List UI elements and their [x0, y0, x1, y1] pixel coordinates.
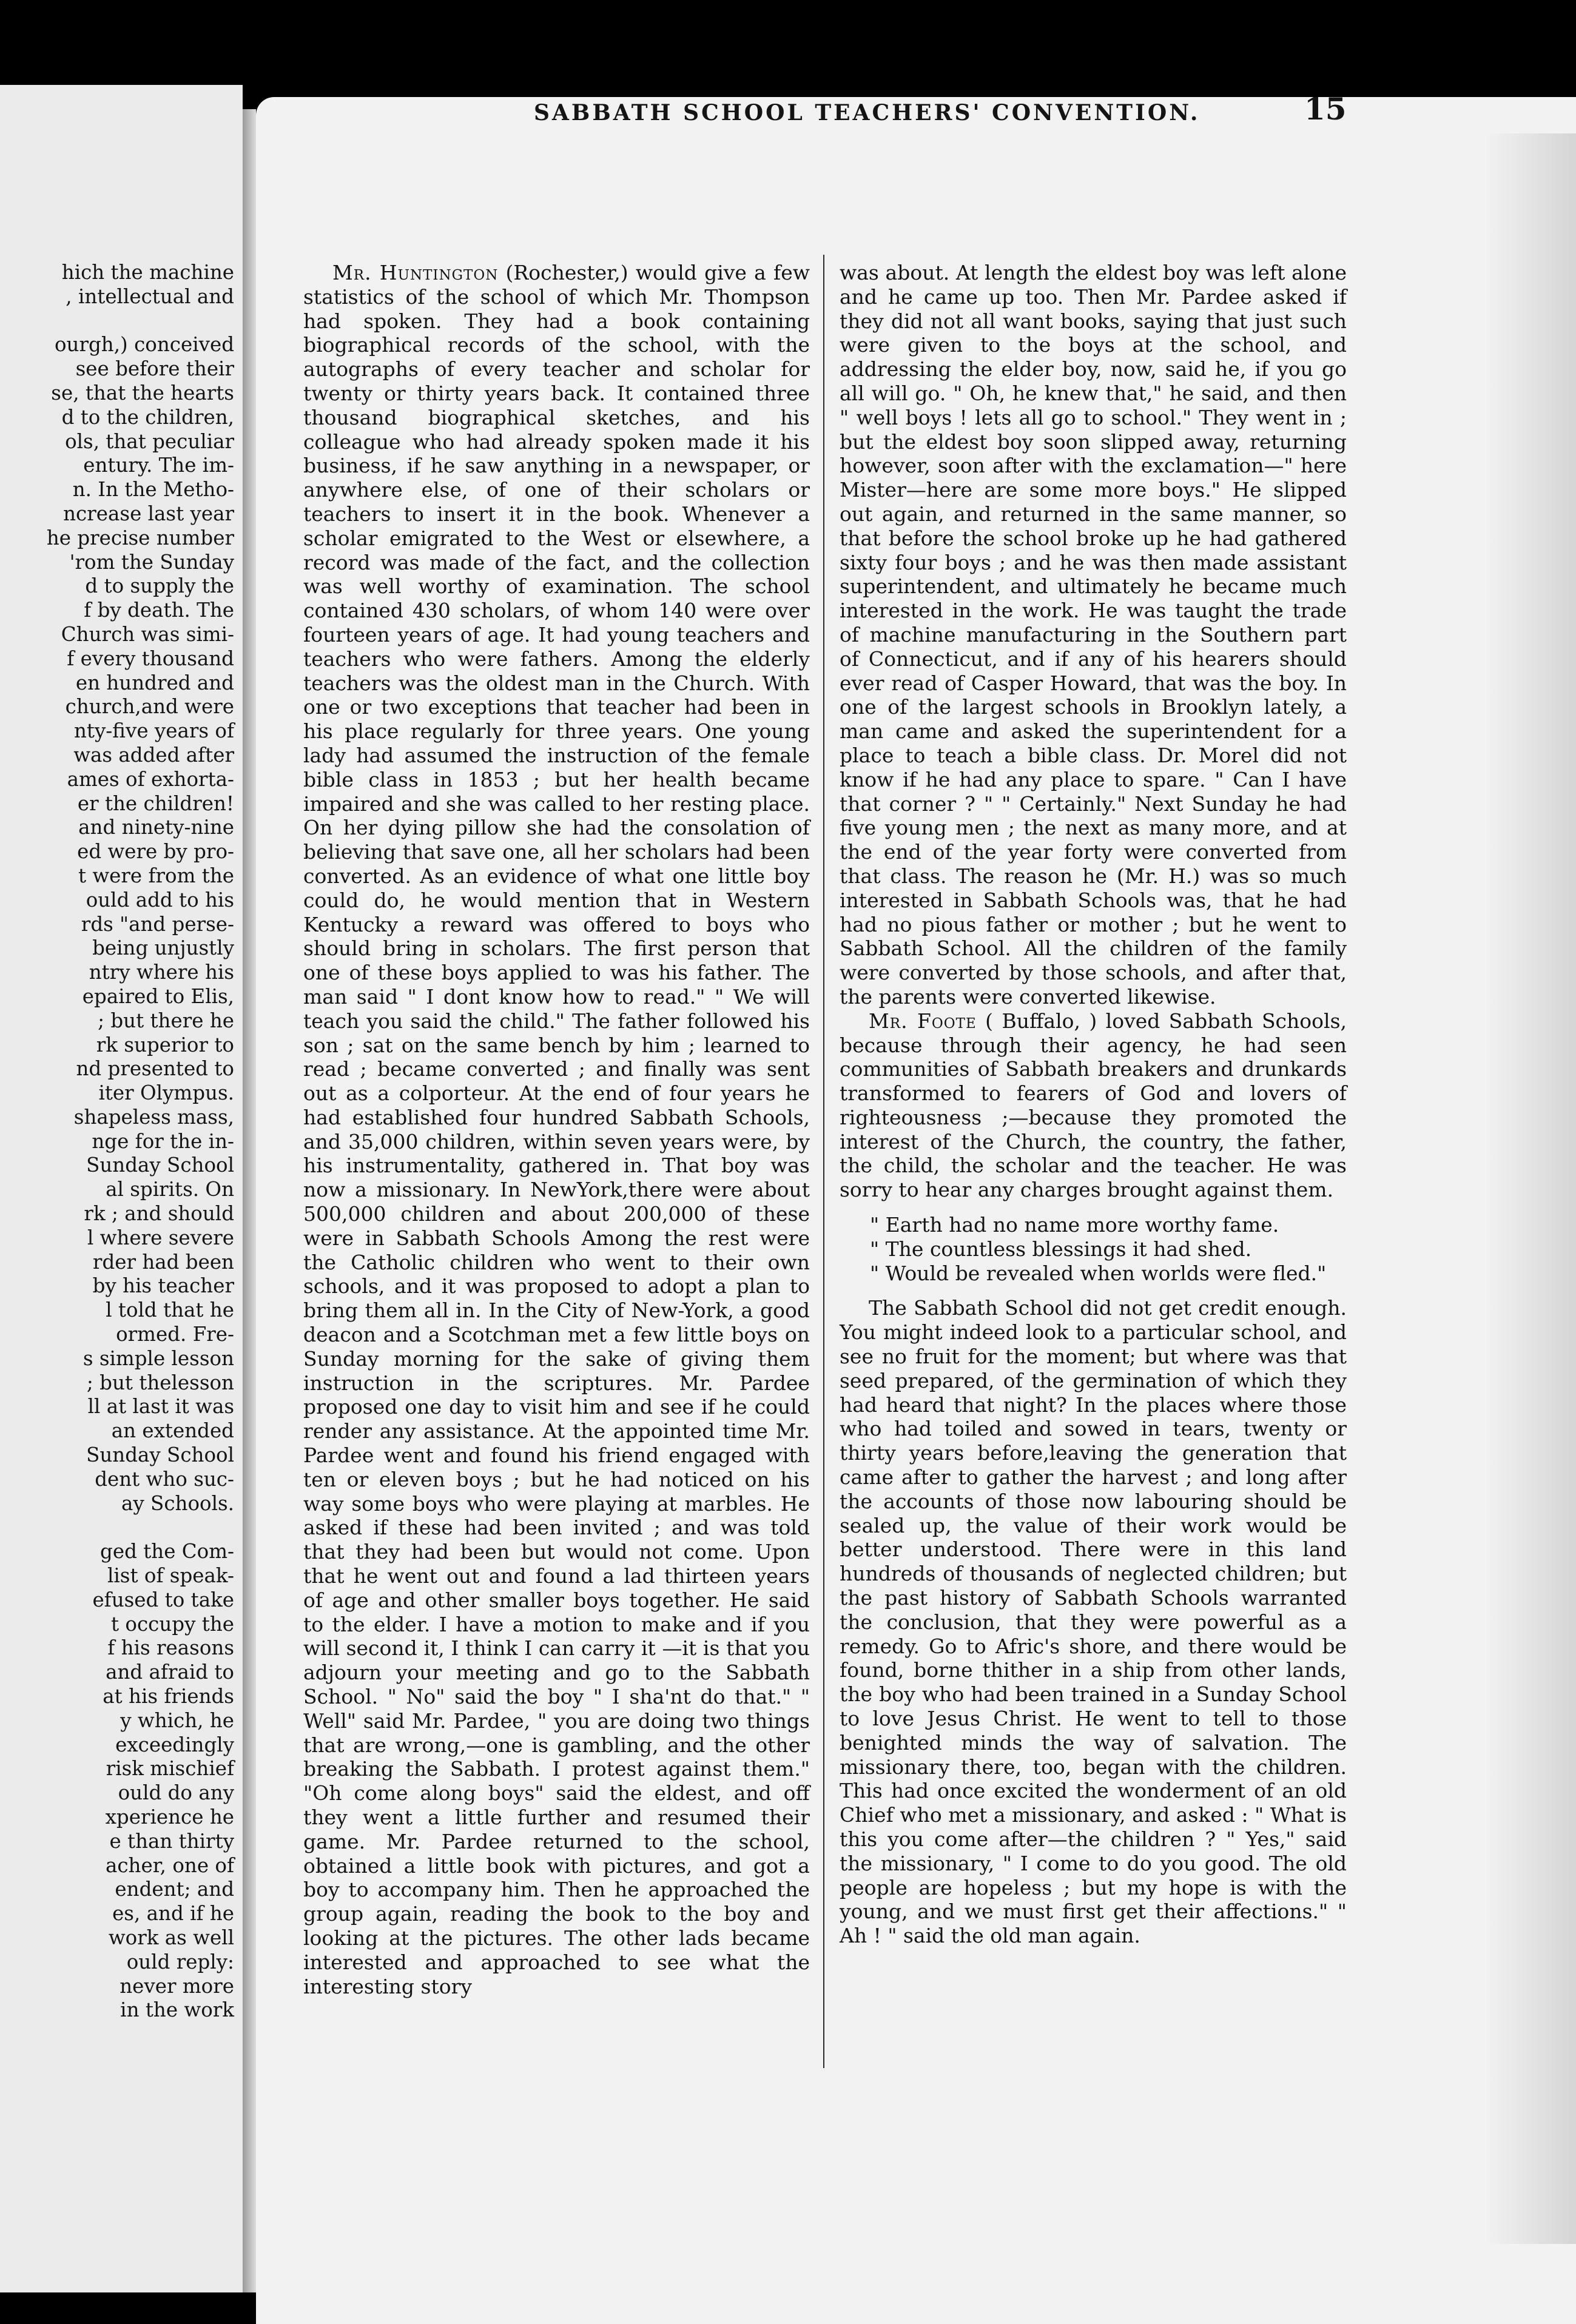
facing-page-line: , intellectual and — [66, 284, 234, 308]
paragraph-text: was about. At length the eldest boy was left alone and he came up too. Then Mr. Pardee asked if they did not all want books, saying that just such were given to the boys at the school, and addressing the elder boy, now, said he, if you go all will go. " Oh, he knew that," he said, and then " well boys ! lets all go to school." They went in ; but the eldest boy soon slipped away, returning however, soon after with the exclamation—" here Mister—here are some more boys." He slipped out again, and returned in the same manner, so that before the school broke up he had gathered sixty four boys ; and he was then made assistant superintendent, and ultimately he became much interested in the work. He was taught the trade of machine manufacturing in the Southern part of Connecticut, and if any of his hearers should ever read of Casper Howard, that was the boy. In one of the largest schools in Brooklyn lately, a man came and asked the superintendent for a place to teach a bible class. Dr. Morel did not know if he had any place to spare. " Can I have that corner ? " " Certainly." Next Sunday he had five young men ; the next as many more, and at the end of the year forty were converted from that class. The reason he (Mr. H.) was so much interested in Sabbath Schools was, that he had had no pious father or mother ; but he went to Sabbath School. All the children of the family were converted by those schools, and after that, the parents were converted likewise. — [840, 261, 1347, 1009]
facing-page-line: ; but there he — [98, 1009, 234, 1032]
facing-page-line: risk mischief — [106, 1757, 234, 1781]
facing-page-line: ll at last it was — [87, 1395, 234, 1419]
facing-page-line: f every thousand — [67, 646, 234, 670]
facing-page-line: by his teacher — [92, 1274, 234, 1298]
facing-page-line: never more — [120, 1974, 234, 1998]
facing-page-line: ntry where his — [89, 961, 234, 984]
facing-page-line: ormed. Fre- — [116, 1323, 234, 1346]
facing-page-line: ourgh,) conceived — [54, 333, 234, 357]
facing-page-line: f his reasons — [107, 1636, 234, 1660]
facing-page-line: ames of exhorta- — [67, 767, 234, 791]
facing-page-line: at his friends — [103, 1685, 234, 1708]
facing-page-line: endent; and — [115, 1878, 234, 1901]
facing-page-column — [0, 261, 234, 2023]
facing-page-line: l told that he — [106, 1298, 234, 1322]
facing-page-line: xperience he — [105, 1805, 234, 1829]
facing-page-line: an extended — [111, 1419, 234, 1443]
facing-page-line: epaired to Elis, — [82, 984, 234, 1008]
facing-page-line: es, and if he — [112, 1902, 234, 1926]
paragraph-text: The Sabbath School did not get credit enough. You might indeed look to a particular school, and see no fruit for the moment; but where was that seed prepared, of the germination of which they had heard that night? In the places where those who had toiled and sowed in tears, twenty or thirty years before,leaving the generation that came after to gather the harvest ; and long after the accounts of those now labouring should be sealed up, the value of their work would be better understood. There were in this land hundreds of thousands of neglected children; but the past history of Sabbath Schools warranted the conclusion, that they were powerful as a remedy. Go to Afric's shore, and there would be found, borne thither in a ship from other lands, the boy who had been trained in a Sunday School to love Jesus Christ. He went to tell to those benighted minds the way of salvation. The missionary there, too, began with the children. This had once excited the wonderment of an old Chief who met a missionary, and asked : " What is this you come after—the children ? " Yes," said the missionary, " I come to do you good. The old people are hopeless ; but my hope is with the young, and we must first get their affections." " Ah ! " said the old man again. — [840, 1296, 1347, 1948]
facing-page-line: nd presented to — [76, 1057, 234, 1081]
facing-page-line: t occupy the — [110, 1612, 234, 1636]
facing-page-line: rk ; and should — [84, 1202, 234, 1226]
page-number: 15 — [1304, 91, 1347, 127]
book-gutter — [243, 109, 256, 2292]
facing-page-line: Sunday School — [86, 1154, 234, 1177]
column-left — [303, 261, 810, 1998]
facing-page-line: ed were by pro- — [77, 840, 234, 864]
verse-quote — [870, 1213, 1347, 1285]
facing-page-line: and ninety-nine — [78, 816, 234, 839]
paragraph — [840, 1009, 1347, 1202]
facing-page-line: work as well — [108, 1926, 234, 1949]
facing-page-line: and afraid to — [106, 1661, 234, 1684]
facing-page-line: ols, that peculiar — [65, 429, 234, 453]
paragraph — [840, 1296, 1347, 1948]
facing-page-line: iter Olympus. — [98, 1081, 234, 1105]
facing-page-line: shapeless mass, — [73, 1105, 234, 1129]
facing-page-line — [0, 309, 234, 334]
page-edge-shadow — [1485, 133, 1576, 2244]
facing-page-line: ay Schools. — [121, 1491, 234, 1515]
facing-page-line: rder had been — [92, 1250, 234, 1274]
facing-page-line: entury. The im- — [83, 454, 234, 477]
facing-page-line: er the children! — [77, 791, 234, 815]
facing-page-line: ould do any — [118, 1781, 234, 1805]
facing-page-line: was added after — [73, 743, 234, 767]
speaker-name: Mr. Foote — [869, 1009, 977, 1033]
facing-page-line: Sunday School — [86, 1443, 234, 1467]
paragraph-text: (Rochester,) would give a few statistics of the school of which Mr. Thompson had spoken. They had a book containing biographical records of the school, with the autographs of every teacher and scholar for twenty or thirty years back. It contained three thousand biographical sketches, and his colleague who had already spoken made it his business, if he saw anything in a newspaper, or anywhere else, of one of their scholars or teachers to insert it in the book. Whenever a scholar emigrated to the West or elsewhere, a record was made of the fact, and the collection was well worthy of examination. The school contained 430 scholars, of whom 140 were over fourteen years of age. It had young teachers and teachers who were fathers. Among the elderly teachers was the oldest man in the Church. With one or two exceptions that teacher had been in his place regularly for three years. One young lady had assumed the instruction of the female bible class in 1853 ; but her health became impaired and she was called to her resting place. On her dying pillow she had the consolation of believing that save one, all her scholars had been converted. As an evidence of what one little boy could do, he would mention that in Western Kentucky a reward was offered to boys who should bring in scholars. The first person that one of these boys applied to was his father. The man said " I dont know how to read." " We will teach you said the child." The father followed his son ; sat on the same bench by him ; learned to read ; became converted ; and finally was sent out as a colporteur. At the end of four years he had established four hundred Sabbath Schools, and 35,000 children, within seven years were, by his instrumentality, gathered in. That boy was now a missionary. In NewYork,there were about 500,000 children and about 200,000 of these were in Sabbath Schools Among the rest were the Catholic children who went to their own schools, and it was proposed to adopt a plan to bring them all in. In the City of New-York, a good deacon and a Scotchman met a few little boys on Sunday morning for the sake of giving them instruction in the scriptures. Mr. Pardee proposed one day to visit him and see if he could render any assistance. At the appointed time Mr. Pardee went and found his friend engaged with ten or eleven boys ; but he had noticed on his way some boys who were playing at marbles. He asked if these had been invited ; and was told that they had been but would not come. Upon that he went out and found a lad thirteen years of age and other smaller boys together. He said to the elder. I have a motion to make and if you will second it, I think I can carry it —it is that you adjourn your meeting and go to the Sabbath School. " No" said the boy " I sha'nt do that." " Well" said Mr. Pardee, " you are doing two things that are wrong,—one is gambling, and the other breaking the Sabbath. I protest against them." "Oh come along boys" said the eldest, and off they went a little further and resumed their game. Mr. Pardee returned to the school, obtained a little book with pictures, and got a boy to accompany him. Then he approached the group again, reading the book to the boy and looking at the pictures. The other lads became interested and approached to see what the interesting story — [303, 261, 810, 1998]
facing-page-line: f by death. The — [84, 599, 234, 622]
facing-page-line: Church was simi- — [61, 622, 234, 646]
facing-page-fragment — [0, 85, 243, 2292]
speaker-name: Mr. Huntington — [332, 261, 499, 284]
facing-page-line: e than thirty — [109, 1829, 234, 1853]
facing-page-line: al spirits. On — [106, 1178, 234, 1201]
facing-page-line: hich the machine — [61, 261, 234, 284]
facing-page-line — [0, 1516, 234, 1540]
facing-page-line: efused to take — [92, 1588, 234, 1611]
verse-line: " Would be revealed when worlds were fled." — [870, 1261, 1327, 1285]
facing-page-line: ; but thelesson — [86, 1371, 234, 1394]
facing-page-line: ould add to his — [86, 888, 234, 912]
facing-page-line: rk superior to — [96, 1033, 234, 1056]
facing-page-line: church,and were — [65, 695, 234, 719]
facing-page-line: ould reply: — [126, 1950, 234, 1973]
facing-page-line: in the work — [120, 1998, 234, 2022]
verse-line: " Earth had no name more worthy fame. — [870, 1213, 1279, 1237]
facing-page-line: 'rom the Sunday — [69, 550, 234, 574]
facing-page-line: acher, one of — [105, 1853, 234, 1877]
running-header: SABBATH SCHOOL TEACHERS' CONVENTION. — [534, 100, 1201, 126]
facing-page-line: rds "and perse- — [81, 912, 234, 936]
column-rule — [823, 255, 824, 2068]
facing-page-line: he precise number — [46, 526, 234, 549]
column-right — [840, 261, 1347, 1948]
facing-page-line: l where severe — [87, 1226, 234, 1249]
facing-page-line: see before their — [75, 357, 234, 381]
facing-page-line: nge for the in- — [92, 1129, 234, 1153]
facing-page-line: ged the Com- — [100, 1540, 234, 1563]
facing-page-line: dent who suc- — [95, 1467, 234, 1491]
facing-page-line: n. In the Metho- — [72, 478, 234, 502]
facing-page-line: en hundred and — [75, 671, 234, 694]
paragraph — [840, 261, 1347, 1009]
facing-page-line: ncrease last year — [63, 502, 234, 525]
facing-page-line: d to supply the — [85, 574, 234, 598]
facing-page-line: list of speak- — [107, 1564, 234, 1588]
facing-page-line: se, that the hearts — [51, 381, 234, 405]
verse-line: " The countless blessings it had shed. — [870, 1237, 1252, 1261]
facing-page-line: d to the children, — [61, 405, 234, 429]
paragraph — [303, 261, 810, 1998]
facing-page-line: t were from the — [78, 864, 234, 887]
facing-page-line: being unjustly — [92, 936, 234, 960]
facing-page-line: y which, he — [120, 1708, 234, 1732]
facing-page-line: exceedingly — [115, 1733, 234, 1756]
facing-page-line: s simple lesson — [83, 1346, 234, 1370]
paragraph-text: ( Buffalo, ) loved Sabbath Schools, because through their agency, he had seen communities of Sabbath breakers and drunkards transformed to fearers of God and lovers of righteousness ;—because they promoted the interest of the Church, the country, the father, the child, the scholar and the teacher. He was sorry to hear any charges brought against them. — [840, 1009, 1347, 1202]
facing-page-line: nty-five years of — [73, 719, 234, 743]
